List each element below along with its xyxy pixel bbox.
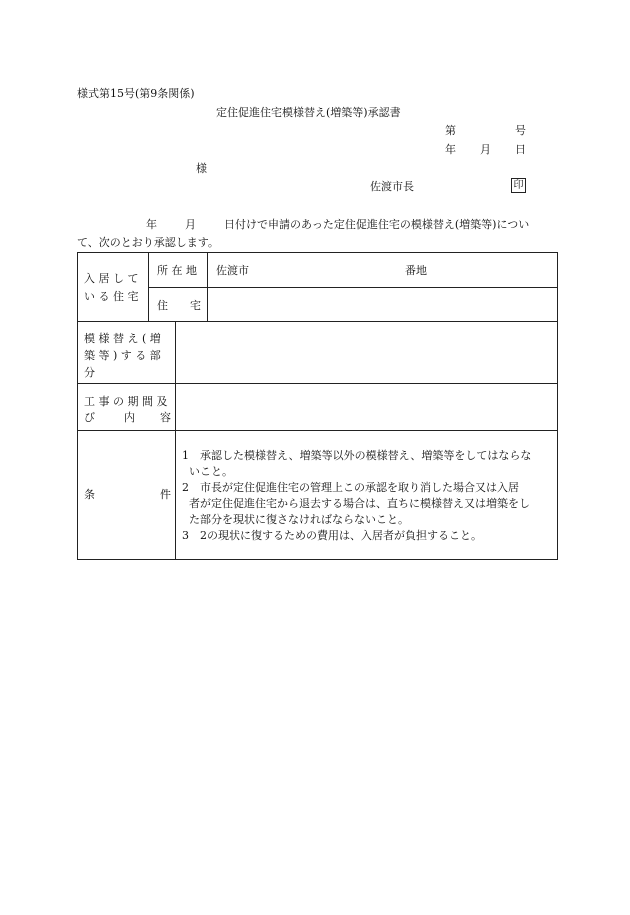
- construction-label-cell: [78, 384, 176, 431]
- construction-label-line2c: 容: [160, 411, 171, 424]
- renovation-label-line2: 築 等 ) す る 部: [84, 349, 161, 362]
- date-day-label: 日: [515, 143, 526, 156]
- construction-label-line1: 工 事 の 期 間 及: [84, 395, 168, 408]
- house-label-a: 住: [157, 299, 168, 312]
- residence-label-line1: 入 居 し て: [84, 272, 139, 285]
- body-text-line1: [146, 219, 529, 230]
- seal-icon: 印: [511, 178, 526, 193]
- conditions-label-cell: [78, 431, 176, 560]
- body-text-line2: て、次のとおり承認します。: [77, 236, 219, 249]
- condition-line: 者が定住促進住宅から退去する場合は、直ちに模様替え又は増築をし: [189, 497, 530, 510]
- renovation-value-cell: [176, 322, 558, 384]
- approval-table: [77, 252, 558, 560]
- document-title: 定住促進住宅模様替え(増築等)承認書: [216, 106, 401, 119]
- location-label-cell: [149, 253, 208, 288]
- conditions-label-a: 条: [84, 488, 95, 501]
- number-dai: 第: [445, 124, 456, 137]
- location-label: 所 在 地: [157, 264, 197, 277]
- issuer-name: 佐渡市長: [370, 180, 414, 193]
- construction-label-line2a: び: [84, 411, 95, 424]
- location-city: 佐渡市: [216, 264, 249, 277]
- location-banchi: 番地: [405, 264, 427, 277]
- conditions-label-b: 件: [160, 488, 171, 501]
- renovation-label-line1: 模 様 替 え ( 増: [84, 332, 161, 345]
- condition-line: 2 市長が定住促進住宅の管理上この承認を取り消した場合又は入居: [182, 481, 519, 494]
- construction-label-line2b: 内: [124, 411, 135, 424]
- condition-line: 1 承認した模様替え、増築等以外の模様替え、増築等をしてはならな: [182, 449, 532, 462]
- condition-line: 3 2の現状に復するための費用は、入居者が負担すること。: [182, 529, 482, 542]
- house-label-b: 宅: [190, 299, 201, 312]
- location-value-cell: [208, 253, 558, 288]
- residence-label-line2: い る 住 宅: [84, 290, 139, 303]
- date-year-label: 年: [445, 143, 456, 156]
- renovation-label-line3: 分: [84, 366, 95, 379]
- form-number: 様式第15号(第9条関係): [77, 87, 195, 100]
- conditions-value-cell: [176, 431, 558, 560]
- house-value-cell: [208, 288, 558, 322]
- condition-line: いこと。: [189, 465, 233, 478]
- number-go: 号: [515, 124, 526, 137]
- date-month-label: 月: [480, 143, 491, 156]
- construction-value-cell: [176, 384, 558, 431]
- body-year: 年: [146, 218, 157, 231]
- house-label-cell: [149, 288, 208, 322]
- body-line1-rest: 日付けで申請のあった定住促進住宅の模様替え(増築等)につい: [224, 218, 530, 231]
- residence-label-cell: [78, 253, 149, 322]
- addressee-suffix: 様: [196, 162, 207, 175]
- condition-line: た部分を現状に復さなければならないこと。: [189, 513, 409, 526]
- renovation-label-cell: [78, 322, 176, 384]
- body-month: 月: [185, 218, 196, 231]
